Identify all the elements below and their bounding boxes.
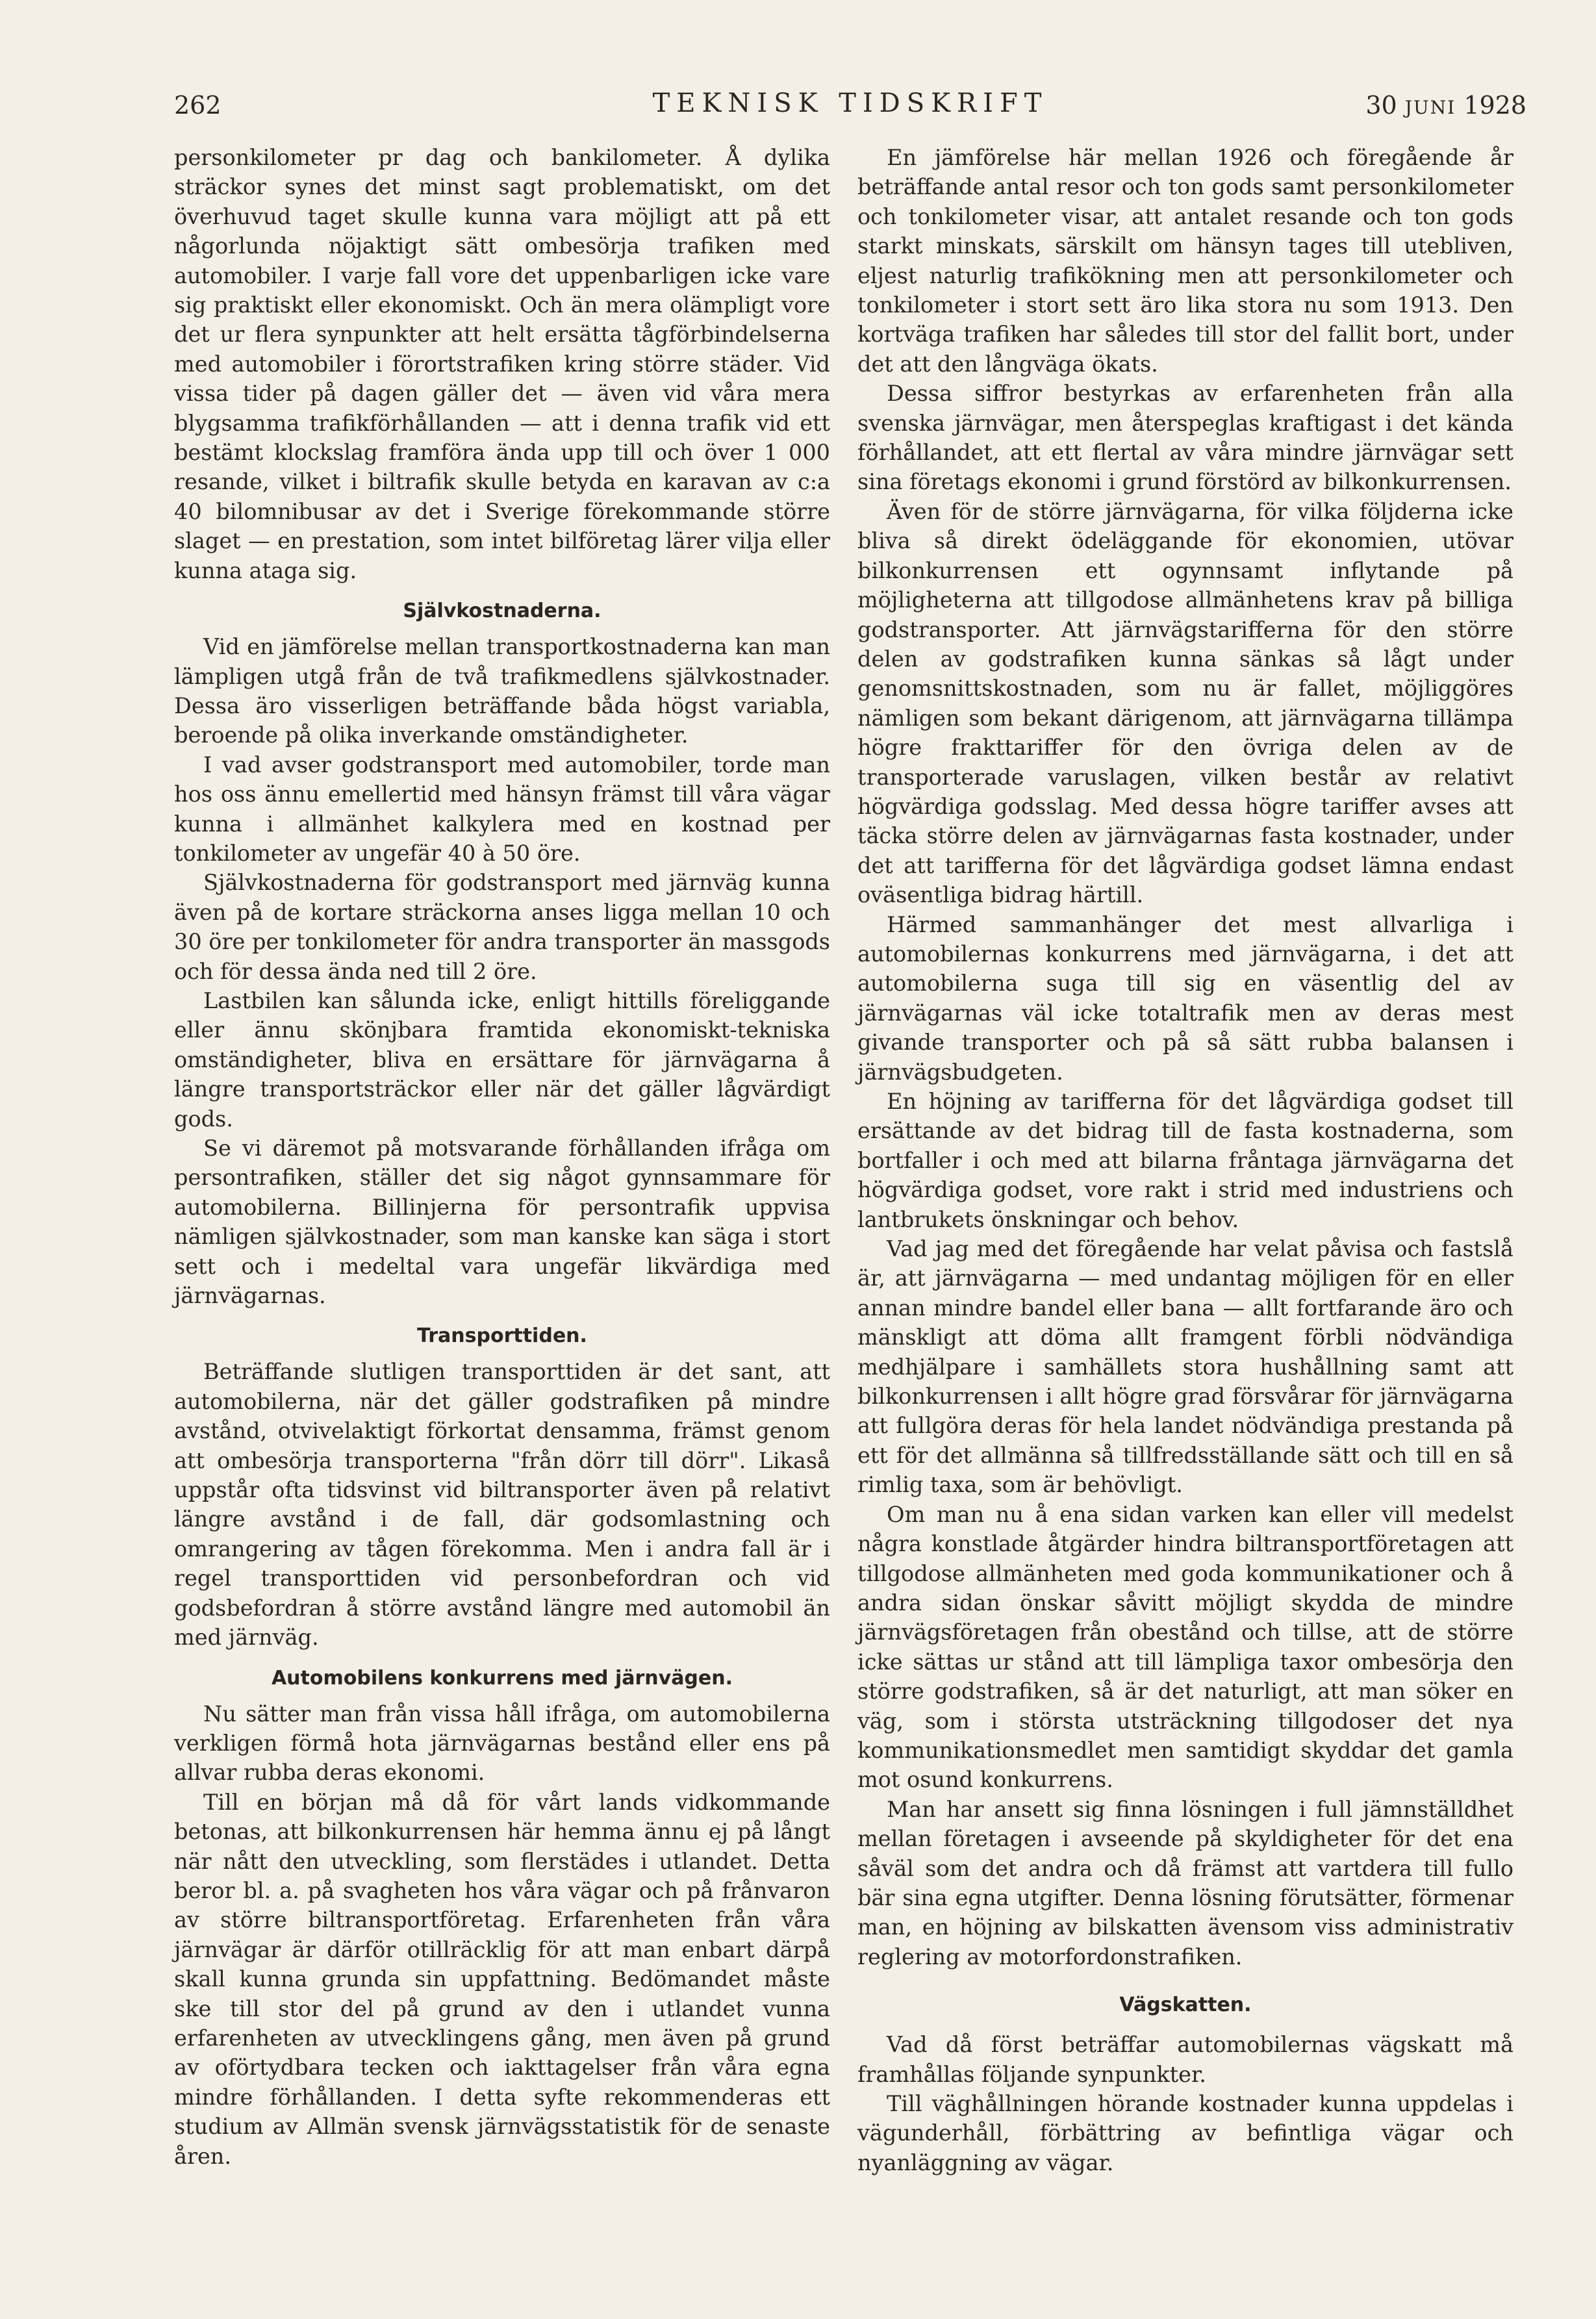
paragraph: Se vi däremot på motsvarande förhållanden ifråga om persontrafiken, ställer det sig något gynnsammare för automobilerna. Billinjerna för persontrafik uppvisa nämligen självkostnader, som man kanske kan säga i stort sett och i medeltal vara ungefär likvärdiga med järnvägarnas. (174, 1135, 830, 1309)
section-heading-sjalvkostnaderna: Självkostnaderna. (403, 600, 602, 623)
issue-year: 1928 (1463, 91, 1526, 120)
paragraph: Vad jag med det föregående har velat påvisa och fastslå är, att järnvägarna — med undantag möjligen för en eller annan mindre bandel eller bana — allt fortfarande äro och mänskligt att döma allt framgent förbli nödvändiga medhjälpare i samhällets stora hushållning samt att bilkonkurrensen i allt högre grad försvårar för järnvägarna att fullgöra deras för hela landet nödvändiga prestanda på ett för det allmänna så tillfredsställande sätt och till en så rimlig taxa, som är behövligt. (857, 1236, 1514, 1498)
paragraph: Härmed sammanhänger det mest allvarliga i automobilernas konkurrens med järnvägarna, i det att automobilerna suga till sig en väsentlig del av järnvägarnas väl icke totaltrafik men av deras mest givande transporter och på så sätt rubba balansen i järnvägsbudgeten. (857, 911, 1514, 1085)
paragraph: Man har ansett sig finna lösningen i full jämnställdhet mellan företagen i avseende på skyldigheter för det ena såväl som det andra och då främst att vartdera till fullo bär sina egna utgifter. Denna lösning förutsätter, förmenar man, en höjning av bilskatten ävensom viss administrativ reglering av motorfordonstrafiken. (857, 1796, 1514, 1970)
right-column (857, 143, 1514, 2177)
issue-month: JUNI (1404, 97, 1456, 118)
paragraph: Vid en jämförelse mellan transportkostnaderna kan man lämpligen utgå från de två trafikmedlens självkostnader. Dessa äro visserligen beträffande båda högst variabla, beroende på olika inverkande omständigheter. (174, 634, 830, 748)
paragraph: Vad då först beträffar automobilernas vägskatt må framhållas följande synpunkter. (857, 2032, 1514, 2087)
paragraph: personkilometer pr dag och bankilometer. Å dylika sträckor synes det minst sagt problematiskt, om det överhuvud taget skulle kunna vara möjligt att på ett någorlunda nöjaktigt sätt ombesörja trafiken med automobiler. I varje fall vore det uppenbarligen icke vare sig praktiskt eller ekonomiskt. Och än mera olämpligt vore det ur flera synpunkter att helt ersätta tågförbindelserna med automobiler i förortstrafiken kring större städer. Vid vissa tider på dagen gäller det — även vid våra mera blygsamma trafikförhållanden — att i denna trafik vid ett bestämt klockslag framföra ända upp till och över 1 000 resande, vilket i biltrafik skulle betyda en karavan av c:a 40 bilomnibusar av det i Sverige förekommande större slaget — en prestation, som intet bilföretag lärer vilja eller kunna ataga sig. (174, 145, 830, 583)
journal-title: TEKNISK TIDSKRIFT (652, 88, 1048, 118)
left-column (174, 143, 830, 2171)
paragraph: Dessa siffror bestyrkas av erfarenheten från alla svenska järnvägar, men återspeglas kraftigast i det kända förhållandet, att ett flertal av våra mindre järnvägar sett sina företags ekonomi i grund förstörd av bilkonkurrensen. (857, 381, 1514, 495)
paragraph: En höjning av tarifferna för det lågvärdiga godset till ersättande av det bidrag till de fasta kostnaderna, som bortfaller i och med att bilarna fråntaga järnvägarna det högvärdiga godset, vore rakt i strid med industriens och lantbrukets önskningar och behov. (857, 1089, 1514, 1232)
paragraph: En jämförelse här mellan 1926 och föregående år beträffande antal resor och ton gods samt personkilometer och tonkilometer visar, att antalet resande och ton gods starkt minskats, särskilt om hänsyn tages till utebliven, eljest naturlig trafikökning men att personkilometer och tonkilometer i stort sett äro lika stora nu som 1913. Den kortväga trafiken har således till stor del fallit bort, under det att den långväga ökats. (857, 145, 1514, 377)
paragraph: Till väghållningen hörande kostnader kunna uppdelas i vägunderhåll, förbättring av befintliga vägar och nyanläggning av vägar. (857, 2091, 1514, 2175)
paragraph: Beträffande slutligen transporttiden är det sant, att automobilerna, när det gäller godstrafiken på mindre avstånd, otvivelaktigt förkortat densamma, främst genom att ombesörja transporterna "från dörr till dörr". Likaså uppstår ofta tidsvinst vid biltransporter även på relativt längre avstånd i de fall, där godsomlastning och omrangering av tågen förekomma. Men i andra fall är i regel transporttiden vid personbefordran och vid godsbefordran å större avstånd längre med automobil än med järnväg. (174, 1359, 830, 1651)
running-header (174, 83, 1526, 122)
page-number: 262 (174, 91, 222, 120)
section-heading-transporttiden: Transporttiden. (417, 1324, 587, 1348)
issue-date (1365, 91, 1526, 120)
paragraph: Lastbilen kan sålunda icke, enligt hittills föreliggande eller ännu skönjbara framtida ekonomiskt-tekniska omständigheter, bliva en ersättare för järnvägarna å längre transportsträckor eller när det gäller lågvärdigt gods. (174, 987, 830, 1132)
paragraph: Till en början må då för vårt lands vidkommande betonas, att bilkonkurrensen här hemma ännu ej på långt när nått den utveckling, som flerstädes i utlandet. Detta beror bl. a. på svagheten hos våra vägar och på frånvaron av större biltransportföretag. Erfarenheten från våra järnvägar är därför otillräcklig för att man enbart därpå skall kunna grunda sin uppfattning. Bedömandet måste ske till stor del på grund av den i utlandet vunna erfarenheten av utvecklingens gång, men även på grund av oförtydbara tecken och iakttagelser från våra egna mindre förhållanden. I detta syfte rekommenderas ett studium av Allmän svensk järnvägsstatistik för de senaste åren. (174, 1789, 830, 2169)
paragraph: Nu sätter man från vissa håll ifråga, om automobilerna verkligen förmå hota järnvägarnas bestånd eller ens på allvar rubba deras ekonomi. (174, 1701, 830, 1786)
paragraph: I vad avser godstransport med automobiler, torde man hos oss ännu emellertid med hänsyn främst till våra vägar kunna i allmänhet kalkylera med en kostnad per tonkilometer av ungefär 40 à 50 öre. (174, 752, 830, 866)
paragraph: Även för de större järnvägarna, för vilka följderna icke bliva så direkt ödeläggande för ekonomien, utövar bilkonkurrensen ett ogynnsamt inflytande på möjligheterna att tillgodose allmänhetens krav på billiga godstransporter. Att järnvägstarifferna för den större delen av godstrafiken kunna sänkas så lågt under genomsnittskostnaden, som nu är fallet, möjliggöres nämligen som bekant därigenom, att järnvägarna tillämpa högre frakttariffer för den övriga delen av de transporterade varuslagen, vilken består av relativt högvärdiga godsslag. Med dessa högre tariffer avses att täcka större delen av järnvägarnas fasta kostnader, under det att tarifferna för det lågvärdiga godset lämna endast oväsentliga bidrag härtill. (857, 498, 1514, 908)
paragraph: Självkostnaderna för godstransport med järnväg kunna även på de kortare sträckorna anses ligga mellan 10 och 30 öre per tonkilometer för andra transporter än massgods och för dessa ända ned till 2 öre. (174, 870, 830, 984)
section-heading-vagskatten: Vägskatten. (1119, 1994, 1252, 2017)
section-heading-konkurrens: Automobilens konkurrens med järnvägen. (271, 1666, 733, 1690)
paragraph: Om man nu å ena sidan varken kan eller vill medelst några konstlade åtgärder hindra biltransportföretagen att tillgodose allmänheten med goda kommunikationer och å andra sidan önskar såvitt möjligt skydda de mindre järnvägsföretagen från obestånd och tillse, att de större icke sättas ur stånd att till lämpliga taxor ombesörja den större godstrafiken, så är det naturligt, att man söker en väg, som i största utsträckning tillgodoser det nya kommunikationsmedlet men samtidigt skyddar det gamla mot osund konkurrens. (857, 1501, 1514, 1793)
issue-day: 30 (1365, 91, 1397, 120)
